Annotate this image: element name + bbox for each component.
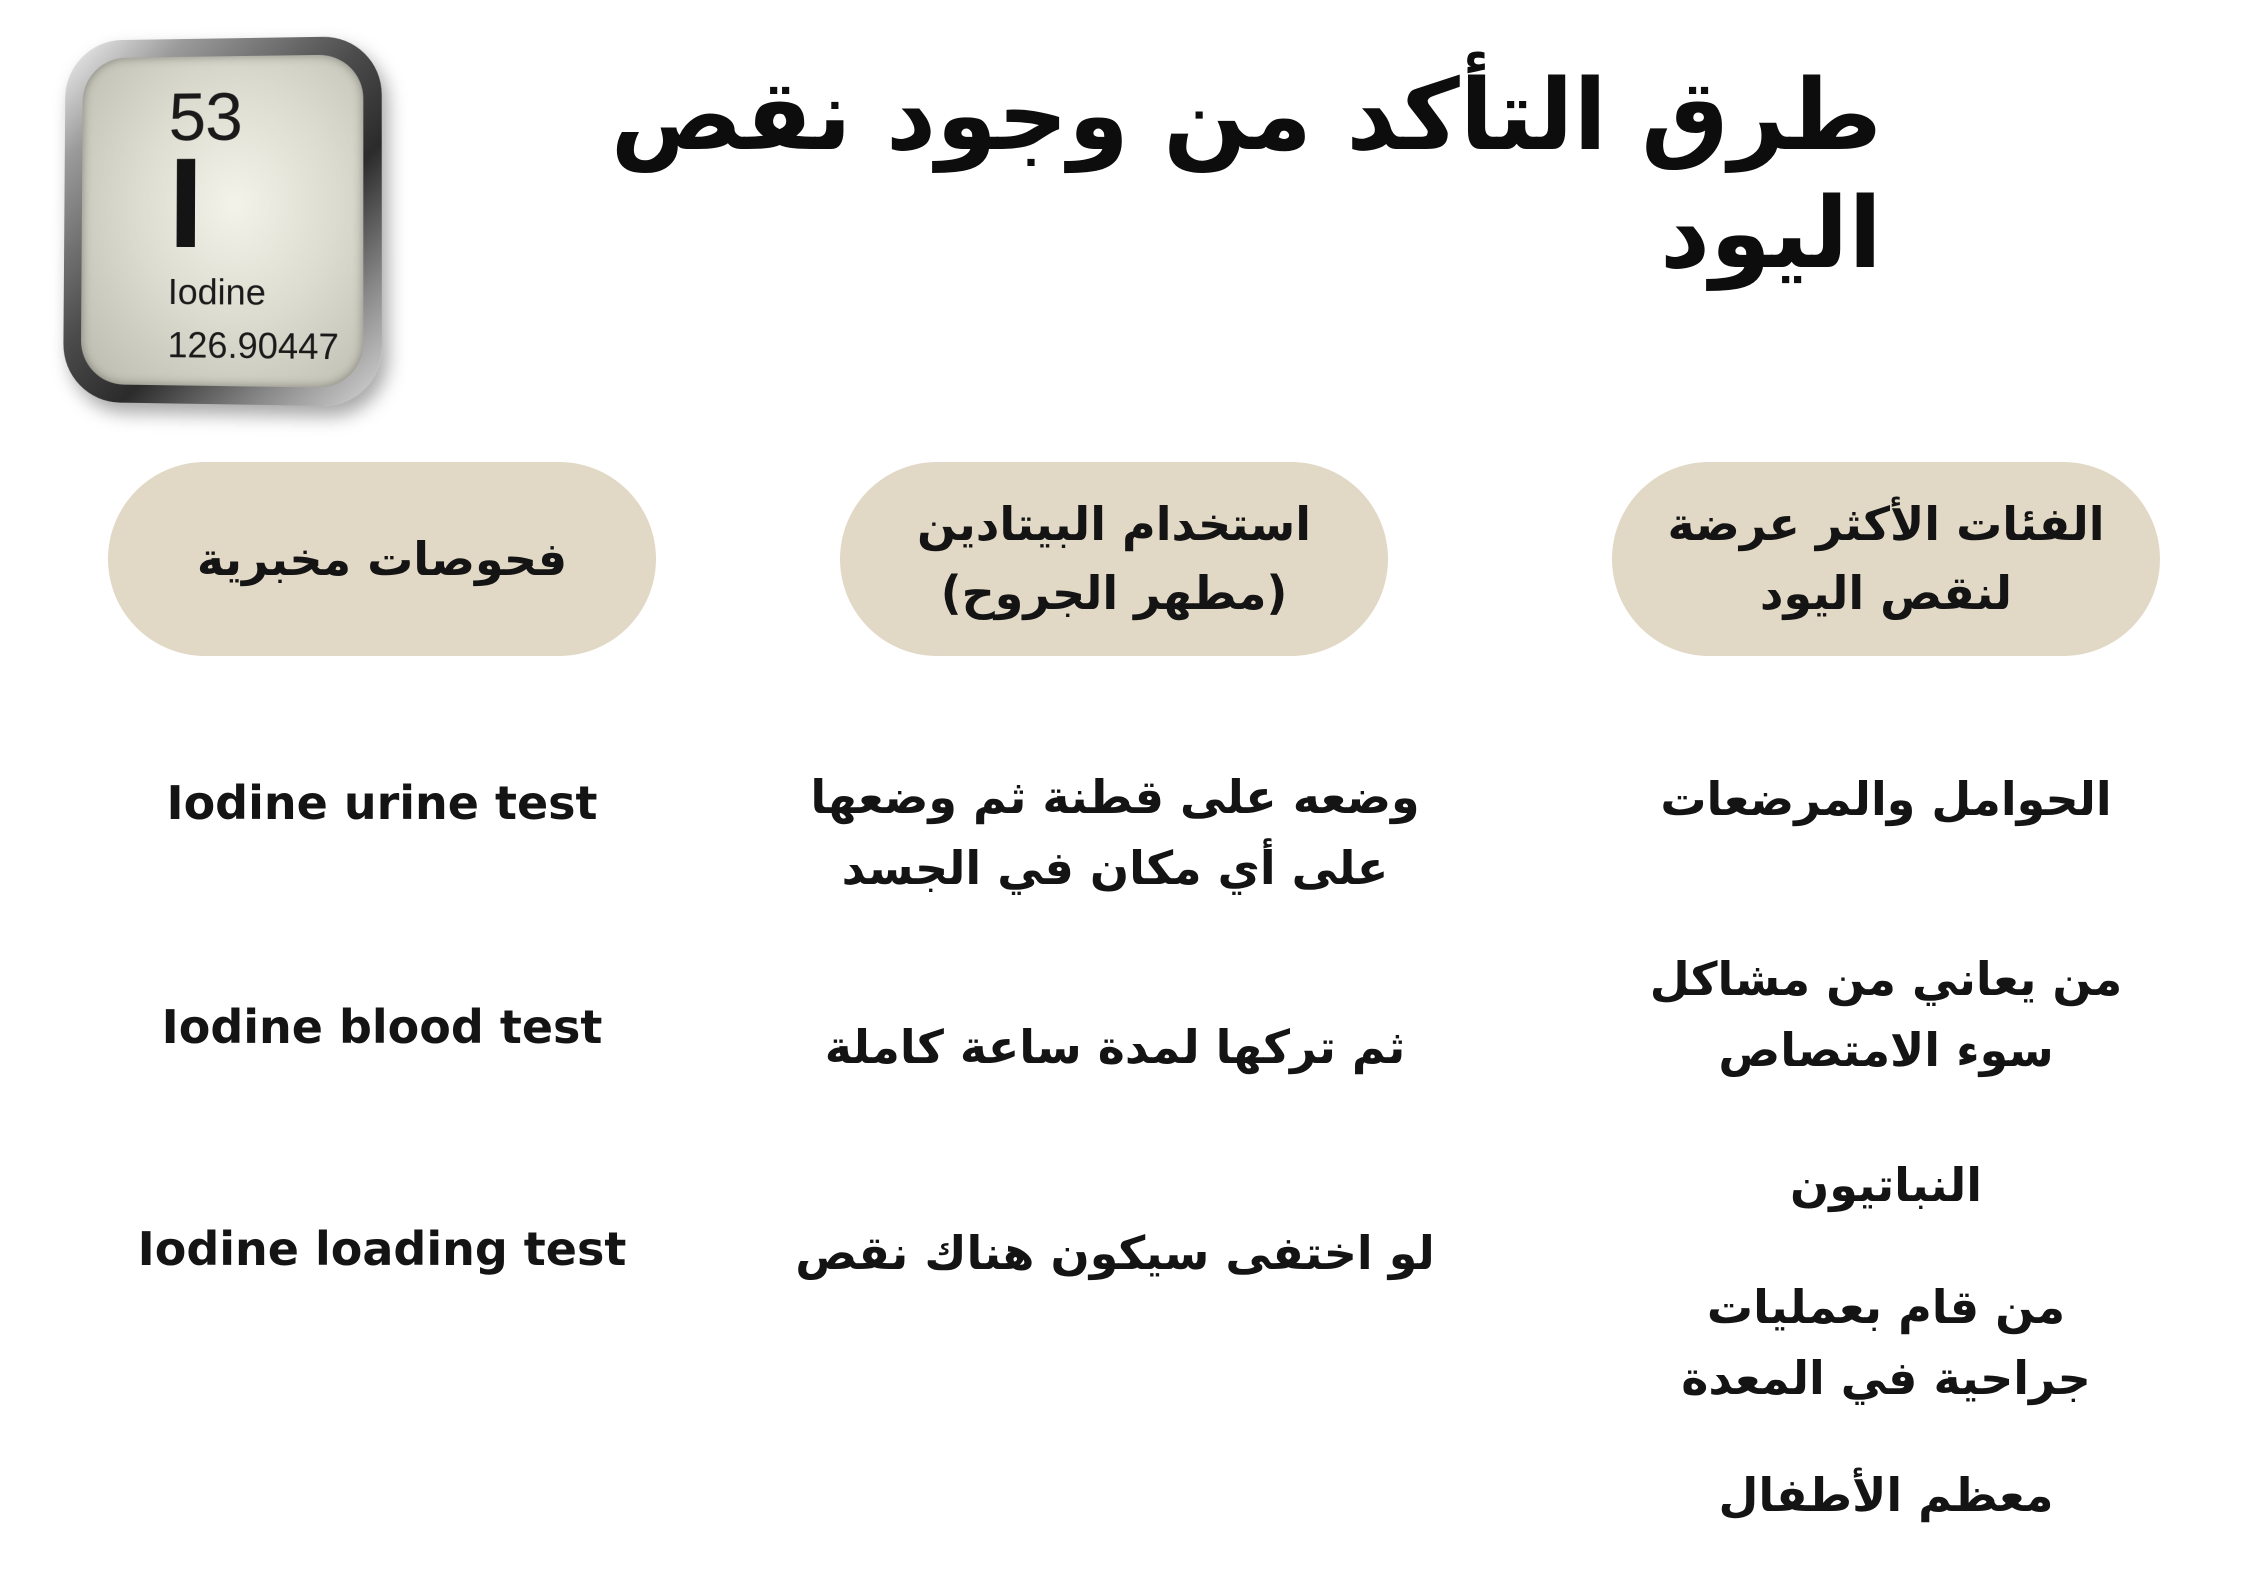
list-item-line: جراحية في المعدة [1681, 1351, 2091, 1406]
groups-header-line-1: الفئات الأكثر عرضة [1667, 497, 2105, 551]
iodine-element-tile [63, 36, 382, 407]
list-item-line: على أي مكان في الجسد [841, 841, 1389, 896]
list-item-line: الحوامل والمرضعات [1660, 772, 2112, 826]
list-item-line: من قام بعمليات [1706, 1280, 2066, 1334]
betadine-header-line-1: استخدام البيتادين [917, 497, 1311, 551]
atomic-mass: 126.90447 [167, 324, 339, 368]
atomic-number: 53 [168, 78, 242, 156]
group-most-children [1612, 1460, 2160, 1531]
list-item-line: سوء الامتصاص [1718, 1023, 2054, 1078]
list-item-line: النباتيون [1789, 1158, 1983, 1212]
risk-groups-header [1612, 462, 2160, 656]
list-item-line: Iodine blood test [161, 1000, 603, 1054]
betadine-step-1 [790, 762, 1440, 905]
lab-header-line-1: فحوصات مخبرية [196, 531, 568, 586]
betadine-header-line-2: (مطهر الجروح) [940, 566, 1288, 620]
list-item-line: لو اختفى سيكون هناك نقص [795, 1226, 1435, 1280]
lab-tests-header [108, 462, 656, 656]
betadine-step-2 [790, 1012, 1440, 1083]
lab-item-blood-test [108, 992, 656, 1063]
group-vegetarians [1612, 1150, 2160, 1221]
group-stomach-surgery [1612, 1272, 2160, 1415]
tile-face [81, 54, 364, 388]
list-item-line: Iodine loading test [137, 1222, 627, 1276]
list-item-line: ثم تركها لمدة ساعة كاملة [824, 1020, 1406, 1074]
element-name: Iodine [167, 270, 266, 313]
list-item-line: من يعاني من مشاكل [1649, 952, 2123, 1006]
element-symbol: I [167, 132, 204, 276]
page-title: طرق التأكد من وجود نقص اليود [610, 59, 1882, 291]
betadine-step-3 [790, 1218, 1440, 1289]
lab-item-loading-test [108, 1214, 656, 1285]
betadine-header [840, 462, 1388, 656]
group-pregnant-nursing [1612, 764, 2160, 835]
lab-item-urine-test [108, 768, 656, 839]
groups-header-line-2: لنقص اليود [1759, 566, 2013, 620]
list-item-line: معظم الأطفال [1718, 1468, 2054, 1522]
list-item-line: Iodine urine test [166, 776, 598, 830]
list-item-line: وضعه على قطنة ثم وضعها [810, 770, 1420, 824]
group-malabsorption [1612, 944, 2160, 1087]
